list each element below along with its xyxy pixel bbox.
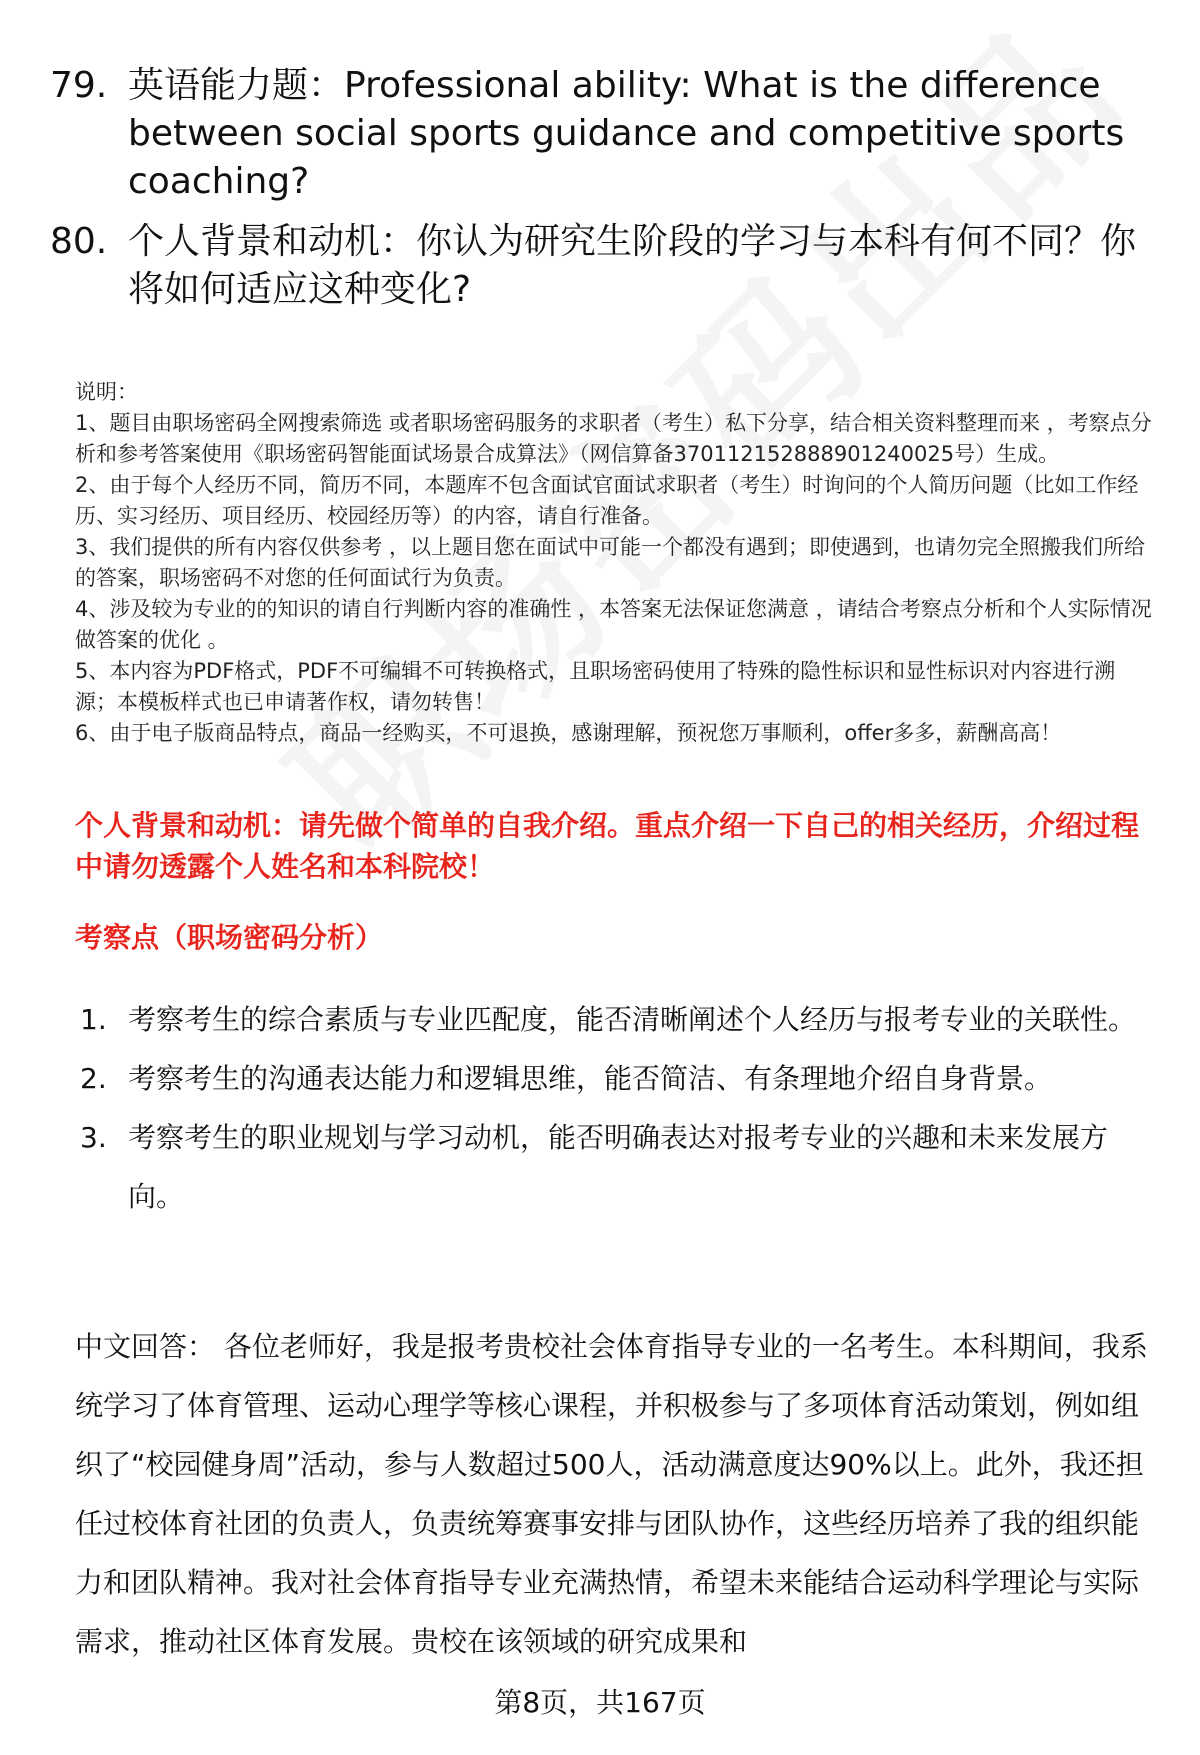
- analysis-heading: 考察点（职场密码分析）: [75, 921, 384, 954]
- point-text: 考察考生的职业规划与学习动机，能否明确表达对报考专业的兴趣和未来发展方向。: [128, 1121, 1109, 1213]
- question-79: [50, 62, 1150, 206]
- notes-title: 说明：: [75, 380, 138, 404]
- notes-section: [75, 377, 1155, 749]
- note-item: 3、我们提供的所有内容仅供参考 ，以上题目您在面试中可能一个都没有遇到；即使遇到，也请勿完全照搬我们所给的答案，职场密码不对您的任何面试行为负责。: [75, 535, 1146, 590]
- question-heading: 个人背景和动机：请先做个简单的自我介绍。重点介绍一下自己的相关经历，介绍过程中请勿透露个人姓名和本科院校！: [75, 809, 1140, 883]
- answer-text: 中文回答： 各位老师好，我是报考贵校社会体育指导专业的一名考生。本科期间，我系统学习了体育管理、运动心理学等核心课程，并积极参与了多项体育活动策划，例如组织了“校园健身周”活动，参与人数超过500人，活动满意度达90%以上。此外，我还担任过校体育社团的负责人，负责统筹赛事安排与团队协作，这些经历培养了我的组织能力和团队精神。我对社会体育指导专业充满热情，希望未来能结合运动科学理论与实际需求，推动社区体育发展。贵校在该领域的研究成果和: [75, 1330, 1148, 1658]
- point-text: 考察考生的综合素质与专业匹配度，能否清晰阐述个人经历与报考专业的关联性。: [128, 1003, 1137, 1036]
- note-item: 2、由于每个人经历不同，简历不同，本题库不包含面试官面试求职者（考生）时询问的个人简历问题（比如工作经历、实习经历、项目经历、校园经历等）的内容，请自行准备。: [75, 473, 1139, 528]
- point-number: 2.: [80, 1062, 107, 1095]
- point-number: 3.: [80, 1121, 107, 1154]
- question-text: 个人背景和动机：你认为研究生阶段的学习与本科有何不同？你将如何适应这种变化?: [128, 221, 1137, 310]
- point-number: 1.: [80, 1003, 107, 1036]
- note-item: 6、由于电子版商品特点，商品一经购买，不可退换，感谢理解，预祝您万事顺利，offer多多，薪酬高高！: [75, 721, 1062, 745]
- note-item: 1、题目由职场密码全网搜索筛选 或者职场密码服务的求职者（考生）私下分享，结合相关资料整理而来 ，考察点分析和参考答案使用《职场密码智能面试场景合成算法》（网信算备370112152888901240025号）生成。: [75, 411, 1152, 466]
- question-number: 80.: [50, 221, 108, 262]
- list-item: [80, 1108, 1155, 1226]
- question-text: 英语能力题：Professional ability: What is the difference between social sports guidance and competitive sports coaching?: [128, 65, 1125, 202]
- list-item: [80, 990, 1155, 1049]
- note-item: 4、涉及较为专业的的知识的请自行判断内容的准确性 ，本答案无法保证您满意 ，请结合考察点分析和个人实际情况做答案的优化 。: [75, 597, 1152, 652]
- note-item: 5、本内容为PDF格式，PDF不可编辑不可转换格式，且职场密码使用了特殊的隐性标识和显性标识对内容进行溯源；本模板样式也已申请著作权，请勿转售！: [75, 659, 1116, 714]
- question-80: [50, 218, 1150, 314]
- list-item: [80, 1049, 1155, 1108]
- page-footer: 第8页，共167页: [494, 1686, 706, 1719]
- point-text: 考察考生的沟通表达能力和逻辑思维，能否简洁、有条理地介绍自身背景。: [128, 1062, 1053, 1095]
- analysis-points: [80, 990, 1155, 1226]
- question-number: 79.: [50, 65, 108, 106]
